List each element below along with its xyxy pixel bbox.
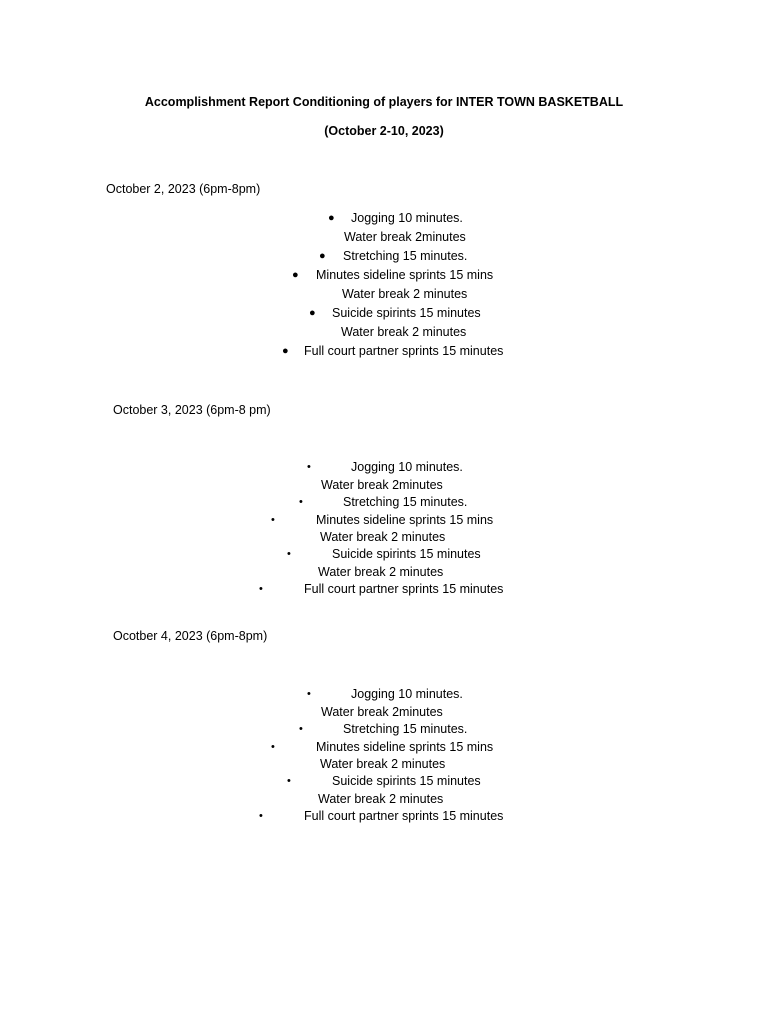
list-item: Suicide spirints 15 minutes: [332, 306, 481, 320]
list-item: Full court partner sprints 15 minutes: [304, 809, 504, 823]
bullet-icon: •: [299, 496, 303, 508]
list-item: Water break 2 minutes: [318, 792, 444, 806]
bullet-icon: ●: [282, 345, 289, 357]
bullet-icon: ●: [319, 250, 326, 262]
list-item: Minutes sideline sprints 15 mins: [316, 513, 494, 527]
list-item: Jogging 10 minutes.: [351, 687, 463, 701]
list-item: Water break 2minutes: [321, 478, 443, 492]
session-date: October 3, 2023 (6pm-8 pm): [113, 403, 271, 417]
bullet-icon: •: [287, 548, 291, 560]
report-subtitle: (October 2-10, 2023): [324, 124, 444, 138]
bullet-icon: •: [259, 810, 263, 822]
bullet-icon: •: [271, 514, 275, 526]
list-item: Stretching 15 minutes.: [343, 495, 468, 509]
session-date: Ocotber 4, 2023 (6pm-8pm): [113, 629, 268, 643]
bullet-icon: •: [307, 461, 311, 473]
list-item: Stretching 15 minutes.: [343, 722, 468, 736]
list-item: Water break 2minutes: [321, 705, 443, 719]
bullet-icon: •: [307, 688, 311, 700]
list-item: Minutes sideline sprints 15 mins: [316, 268, 494, 282]
session-date: October 2, 2023 (6pm-8pm): [106, 182, 261, 196]
bullet-icon: •: [271, 741, 275, 753]
list-item: Jogging 10 minutes.: [351, 460, 463, 474]
list-item: Water break 2 minutes: [320, 530, 446, 544]
bullet-icon: ●: [328, 212, 335, 224]
list-item: Water break 2minutes: [344, 230, 466, 244]
list-item: Water break 2 minutes: [320, 757, 446, 771]
bullet-icon: •: [299, 723, 303, 735]
list-item: Suicide spirints 15 minutes: [332, 547, 481, 561]
list-item: Water break 2 minutes: [341, 325, 467, 339]
bullet-icon: ●: [309, 307, 316, 319]
list-item: Minutes sideline sprints 15 mins: [316, 740, 494, 754]
list-item: Full court partner sprints 15 minutes: [304, 344, 504, 358]
list-item: Jogging 10 minutes.: [351, 211, 463, 225]
list-item: Water break 2 minutes: [342, 287, 468, 301]
list-item: Suicide spirints 15 minutes: [332, 774, 481, 788]
list-item: Water break 2 minutes: [318, 565, 444, 579]
list-item: Stretching 15 minutes.: [343, 249, 468, 263]
bullet-icon: ●: [292, 269, 299, 281]
bullet-icon: •: [287, 775, 291, 787]
bullet-icon: •: [259, 583, 263, 595]
list-item: Full court partner sprints 15 minutes: [304, 582, 504, 596]
report-title: Accomplishment Report Conditioning of players for INTER TOWN BASKETBALL: [144, 95, 624, 109]
